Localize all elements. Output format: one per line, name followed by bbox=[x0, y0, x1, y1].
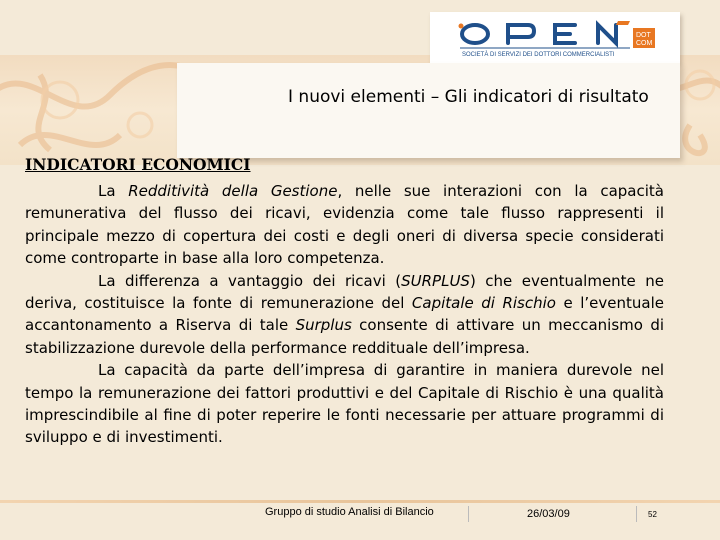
paragraph-text: , nelle sue interazioni con la capacità remunerativa del flusso dei ricavi, evidenzia come tale flusso rappresenti il principale mezzo di copertura dei costi e degli oneri di diversa specie considerati come controparte in base alla loro competenza. bbox=[25, 182, 664, 268]
paragraph-text: La differenza a vantaggio dei ricavi ( bbox=[98, 271, 402, 290]
footer bbox=[0, 490, 720, 540]
page-number: 52 bbox=[648, 510, 657, 519]
footer-separator bbox=[468, 506, 469, 522]
footer-group-label: Gruppo di studio Analisi di Bilancio bbox=[265, 506, 434, 518]
emphasis-text: Surplus bbox=[295, 316, 352, 335]
footer-date: 26/03/09 bbox=[527, 508, 570, 520]
body-paragraph bbox=[25, 270, 664, 360]
paragraph-text: La capacità da parte dell’impresa di garantire in maniera durevole nel tempo la remunerazione dei fattori produttivi e del Capitale di Rischio è una qualità imprescindibile al fine di poter reperire le fonti necessarie per attuare programmi di sviluppo e di investimenti. bbox=[25, 361, 664, 447]
paragraph-text: ) che eventualmente ne deriva, costituisce la fonte di remunerazione del bbox=[25, 271, 664, 313]
body-paragraph bbox=[25, 180, 664, 270]
body-paragraph bbox=[25, 359, 664, 449]
logo-tagline: SOCIETÀ DI SERVIZI DEI DOTTORI COMMERCIALISTI bbox=[462, 52, 615, 58]
logo-badge-bottom: COM bbox=[636, 40, 653, 47]
emphasis-text: Redditività della Gestione bbox=[128, 182, 338, 200]
title-box bbox=[177, 63, 680, 158]
paragraph-text: La bbox=[98, 182, 129, 200]
logo-badge-top: DOT bbox=[636, 32, 651, 39]
body-text bbox=[25, 180, 664, 449]
paragraph-text: consente di attivare un meccanismo di stabilizzazione durevole della performance reddituale dell’impresa. bbox=[25, 316, 665, 357]
slide-title: I nuovi elementi – Gli indicatori di risultato bbox=[288, 87, 649, 107]
footer-separator bbox=[636, 506, 637, 522]
emphasis-text: Capitale di Rischio bbox=[411, 294, 556, 313]
logo-box bbox=[430, 12, 680, 64]
paragraph-text: e l’eventuale accantonamento a Riserva di tale bbox=[25, 294, 664, 335]
section-heading: INDICATORI ECONOMICI bbox=[25, 155, 251, 174]
footer-divider bbox=[0, 500, 720, 503]
emphasis-text: SURPLUS bbox=[401, 271, 470, 290]
open-logo-icon bbox=[430, 12, 680, 64]
